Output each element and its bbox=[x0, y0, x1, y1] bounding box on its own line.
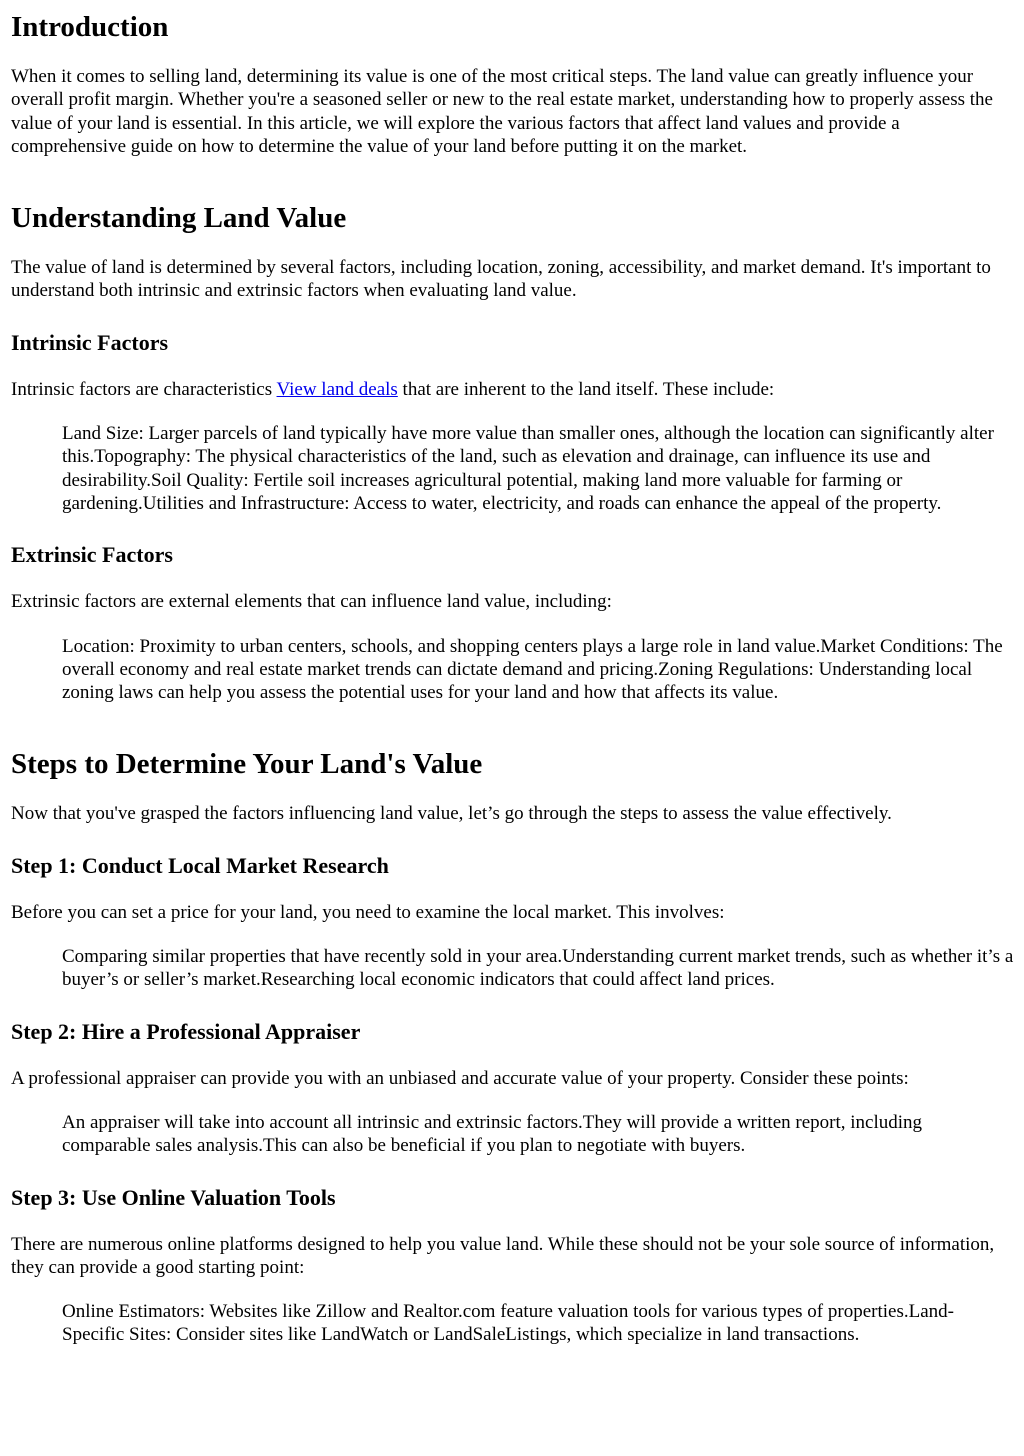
introduction-heading: Introduction bbox=[11, 11, 169, 43]
step3-heading: Step 3: Use Online Valuation Tools bbox=[11, 1184, 336, 1210]
step3-paragraph: There are numerous online platforms designed to help you value land. While these should not be your sole source of information, they can provide a good starting point: bbox=[11, 1233, 995, 1278]
step1-list: Comparing similar properties that have recently sold in your area.Understanding current market trends, such as whether it’s a buyer’s or seller’s market.Researching local economic indicators that could affect land prices. bbox=[62, 946, 1014, 991]
understanding-heading: Understanding Land Value bbox=[11, 202, 347, 235]
article bbox=[0, 10, 1024, 1347]
extrinsic-paragraph: Extrinsic factors are external elements that can influence land value, including: bbox=[11, 591, 612, 613]
understanding-paragraph: The value of land is determined by several factors, including location, zoning, accessibility, and market demand. It's important to understand both intrinsic and extrinsic factors when evaluating land value. bbox=[11, 257, 991, 302]
extrinsic-list: Location: Proximity to urban centers, schools, and shopping centers plays a large role in land value.Market Conditions: The overall economy and real estate market trends can dictate demand and pricing.Zoning Regulations: Understanding local zoning laws can help you assess the potential uses for your land and how that affects its value. bbox=[62, 635, 1003, 704]
step2-list: An appraiser will take into account all intrinsic and extrinsic factors.They will provide a written report, including comparable sales analysis.This can also be beneficial if you plan to negotiate with buyers. bbox=[62, 1111, 923, 1157]
view-land-deals-link[interactable]: View land deals bbox=[276, 378, 398, 400]
steps-paragraph: Now that you've grasped the factors influencing land value, let’s go through the steps to assess the value effectively. bbox=[11, 803, 892, 825]
intrinsic-paragraph bbox=[11, 378, 1014, 401]
introduction-paragraph: When it comes to selling land, determining its value is one of the most critical steps. The land value can greatly influence your overall profit margin. Whether you're a seasoned seller or new to the real estate market, understanding how to properly assess the value of your land is essential. In this article, we will explore the various factors that affect land values and provide a comprehensive guide on how to determine the value of your land before putting it on the market. bbox=[11, 66, 993, 157]
step1-paragraph: Before you can set a price for your land, you need to examine the local market. This involves: bbox=[11, 901, 725, 923]
step2-paragraph: A professional appraiser can provide you with an unbiased and accurate value of your property. Consider these points: bbox=[11, 1067, 909, 1089]
step2-heading: Step 2: Hire a Professional Appraiser bbox=[11, 1018, 361, 1044]
extrinsic-heading: Extrinsic Factors bbox=[11, 542, 173, 568]
intrinsic-text-after: that are inherent to the land itself. These include: bbox=[397, 378, 775, 400]
intrinsic-text-before: Intrinsic factors are characteristics bbox=[11, 378, 277, 400]
steps-heading: Steps to Determine Your Land's Value bbox=[11, 748, 483, 781]
intrinsic-heading: Intrinsic Factors bbox=[11, 329, 169, 355]
intrinsic-list: Land Size: Larger parcels of land typically have more value than smaller ones, although the location can significantly alter this.Topography: The physical characteristics of the land, such as elevation and drainage, can influence its use and desirability.Soil Quality: Fertile soil increases agricultural potential, making land more valuable for farming or gardening.Utilities and Infrastructure: Access to water, electricity, and roads can enhance the appeal of the property. bbox=[62, 423, 994, 514]
step3-list: Online Estimators: Websites like Zillow and Realtor.com feature valuation tools for various types of properties.Land-Specific Sites: Consider sites like LandWatch or LandSaleListings, which specialize in land transactions. bbox=[62, 1301, 954, 1346]
step1-heading: Step 1: Conduct Local Market Research bbox=[11, 852, 389, 878]
